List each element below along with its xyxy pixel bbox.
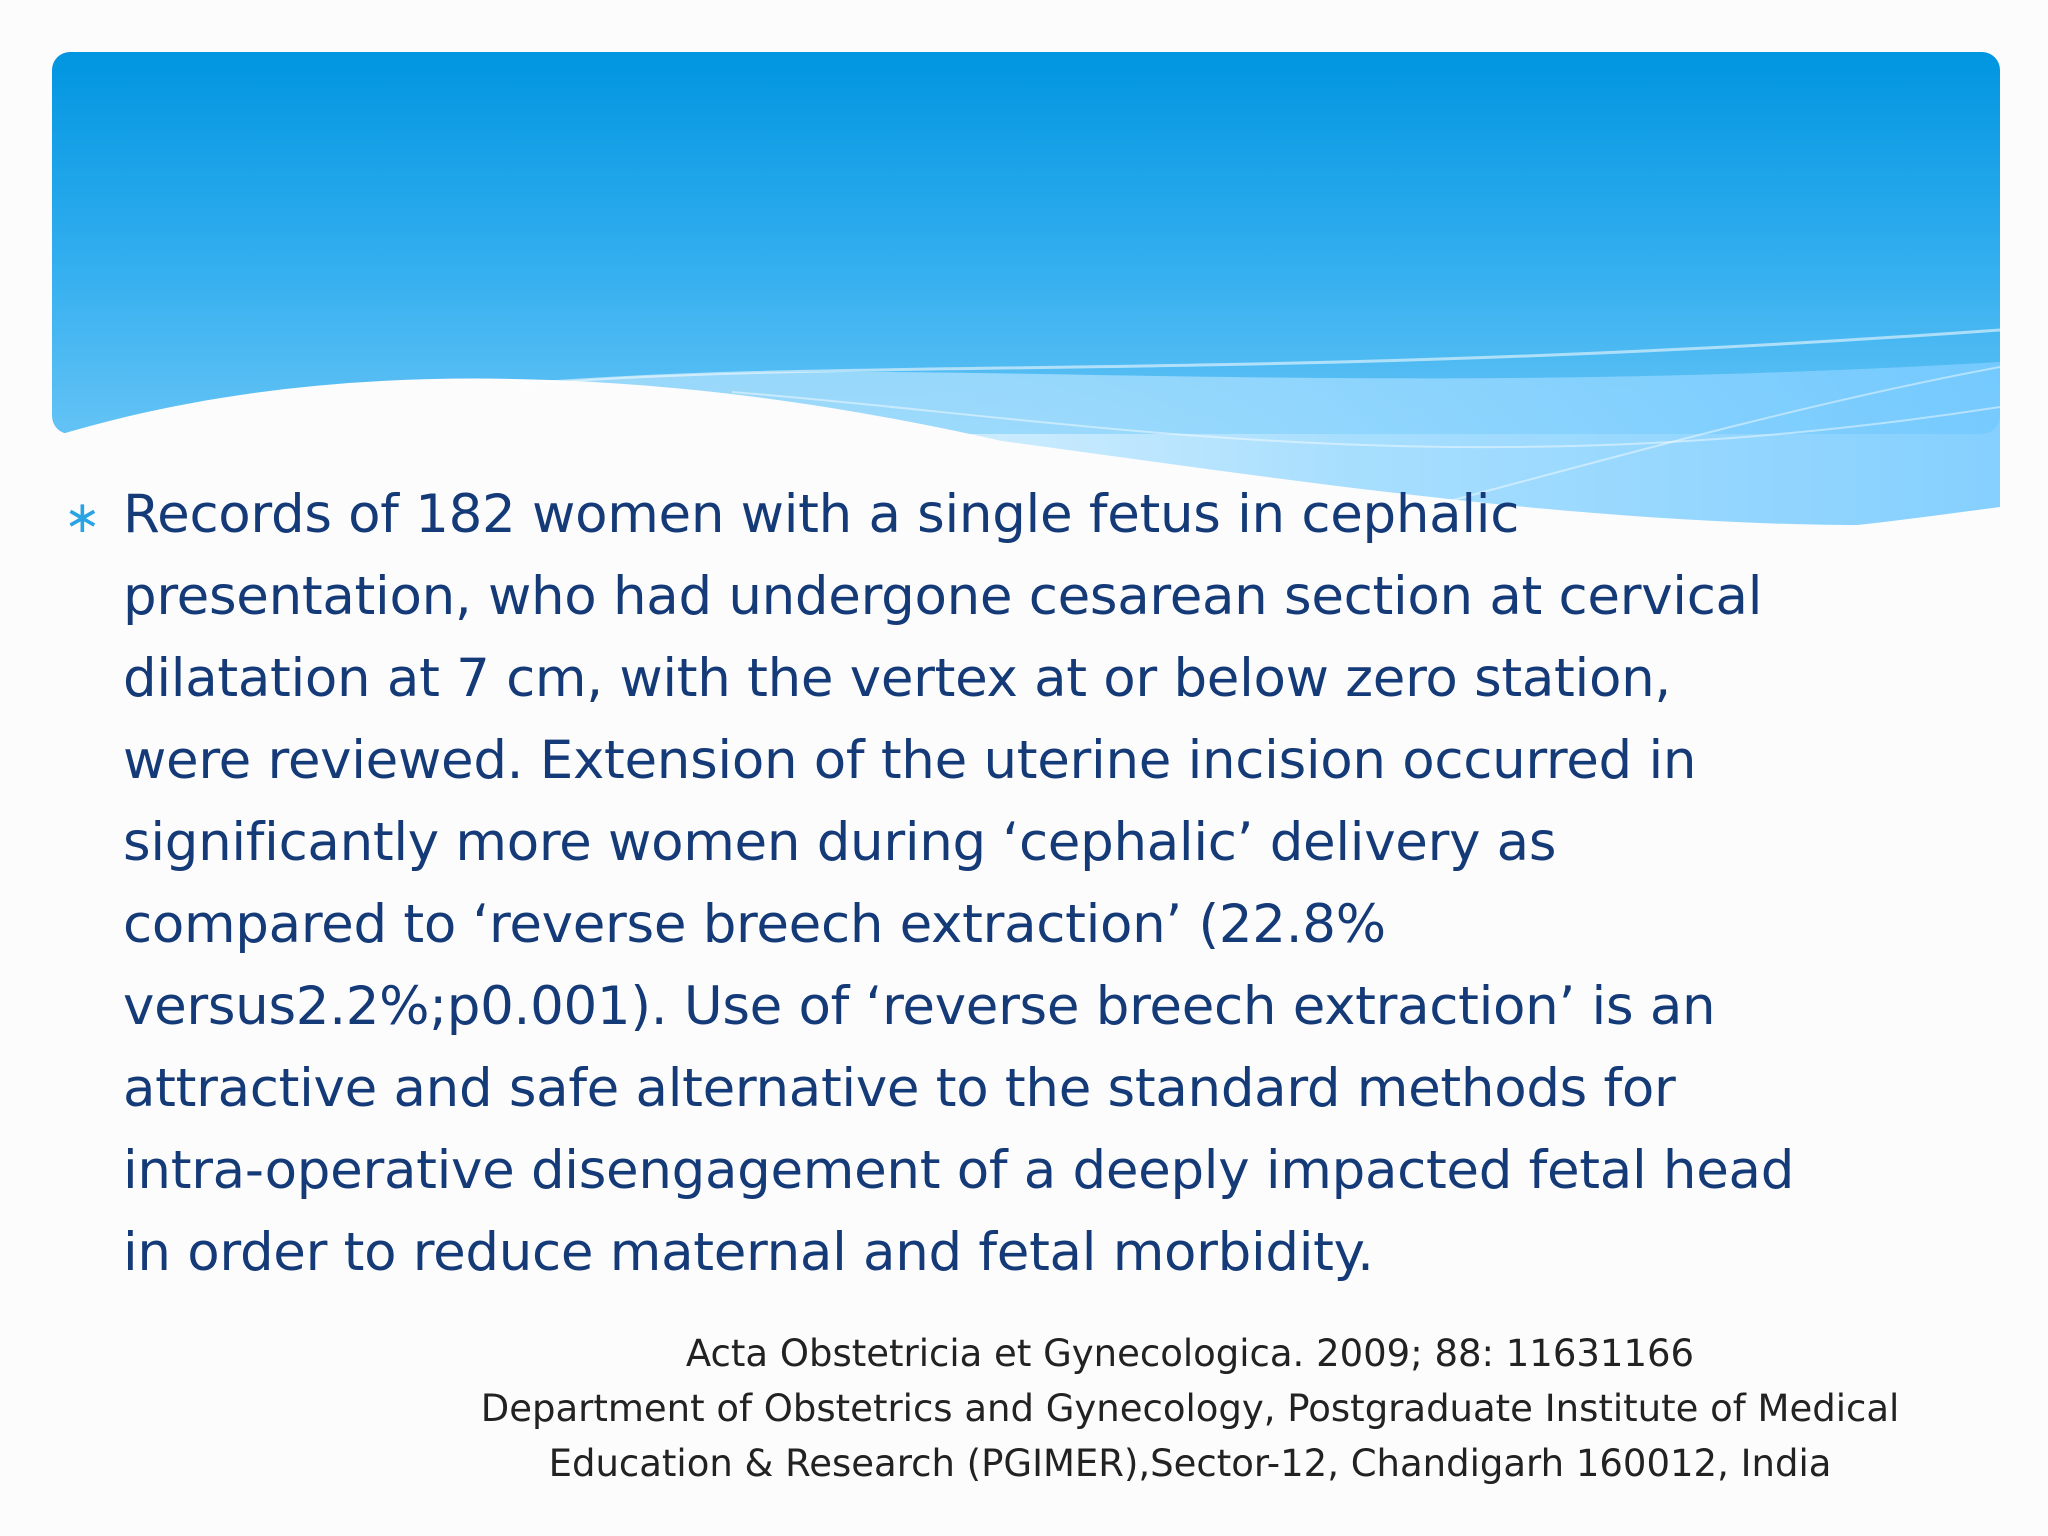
citation	[430, 1326, 1950, 1491]
body-line: attractive and safe alternative to the standard methods for	[123, 1058, 1676, 1119]
body-line: versus2.2%;p0.001). Use of ‘reverse breech extraction’ is an	[123, 976, 1716, 1037]
citation-line: Education & Research (PGIMER),Sector-12, Chandigarh 160012, India	[548, 1442, 1832, 1485]
main-bullet-text	[123, 474, 1983, 1294]
asterisk-icon: ∗	[64, 492, 101, 543]
body-line: in order to reduce maternal and fetal morbidity.	[123, 1222, 1374, 1283]
body-line: were reviewed. Extension of the uterine incision occurred in	[123, 730, 1697, 791]
body-line: dilatation at 7 cm, with the vertex at or below zero station,	[123, 648, 1671, 709]
body-line: significantly more women during ‘cephalic’ delivery as	[123, 812, 1557, 873]
body-line: presentation, who had undergone cesarean section at cervical	[123, 566, 1763, 627]
body-line: intra-operative disengagement of a deeply impacted fetal head	[123, 1140, 1795, 1201]
citation-line: Department of Obstetrics and Gynecology, Postgraduate Institute of Medical	[480, 1387, 1900, 1430]
body-line: Records of 182 women with a single fetus in cephalic	[123, 484, 1520, 545]
body-line: compared to ‘reverse breech extraction’ (22.8%	[123, 894, 1386, 955]
citation-line: Acta Obstetricia et Gynecologica. 2009; 88: 11631166	[685, 1332, 1695, 1375]
